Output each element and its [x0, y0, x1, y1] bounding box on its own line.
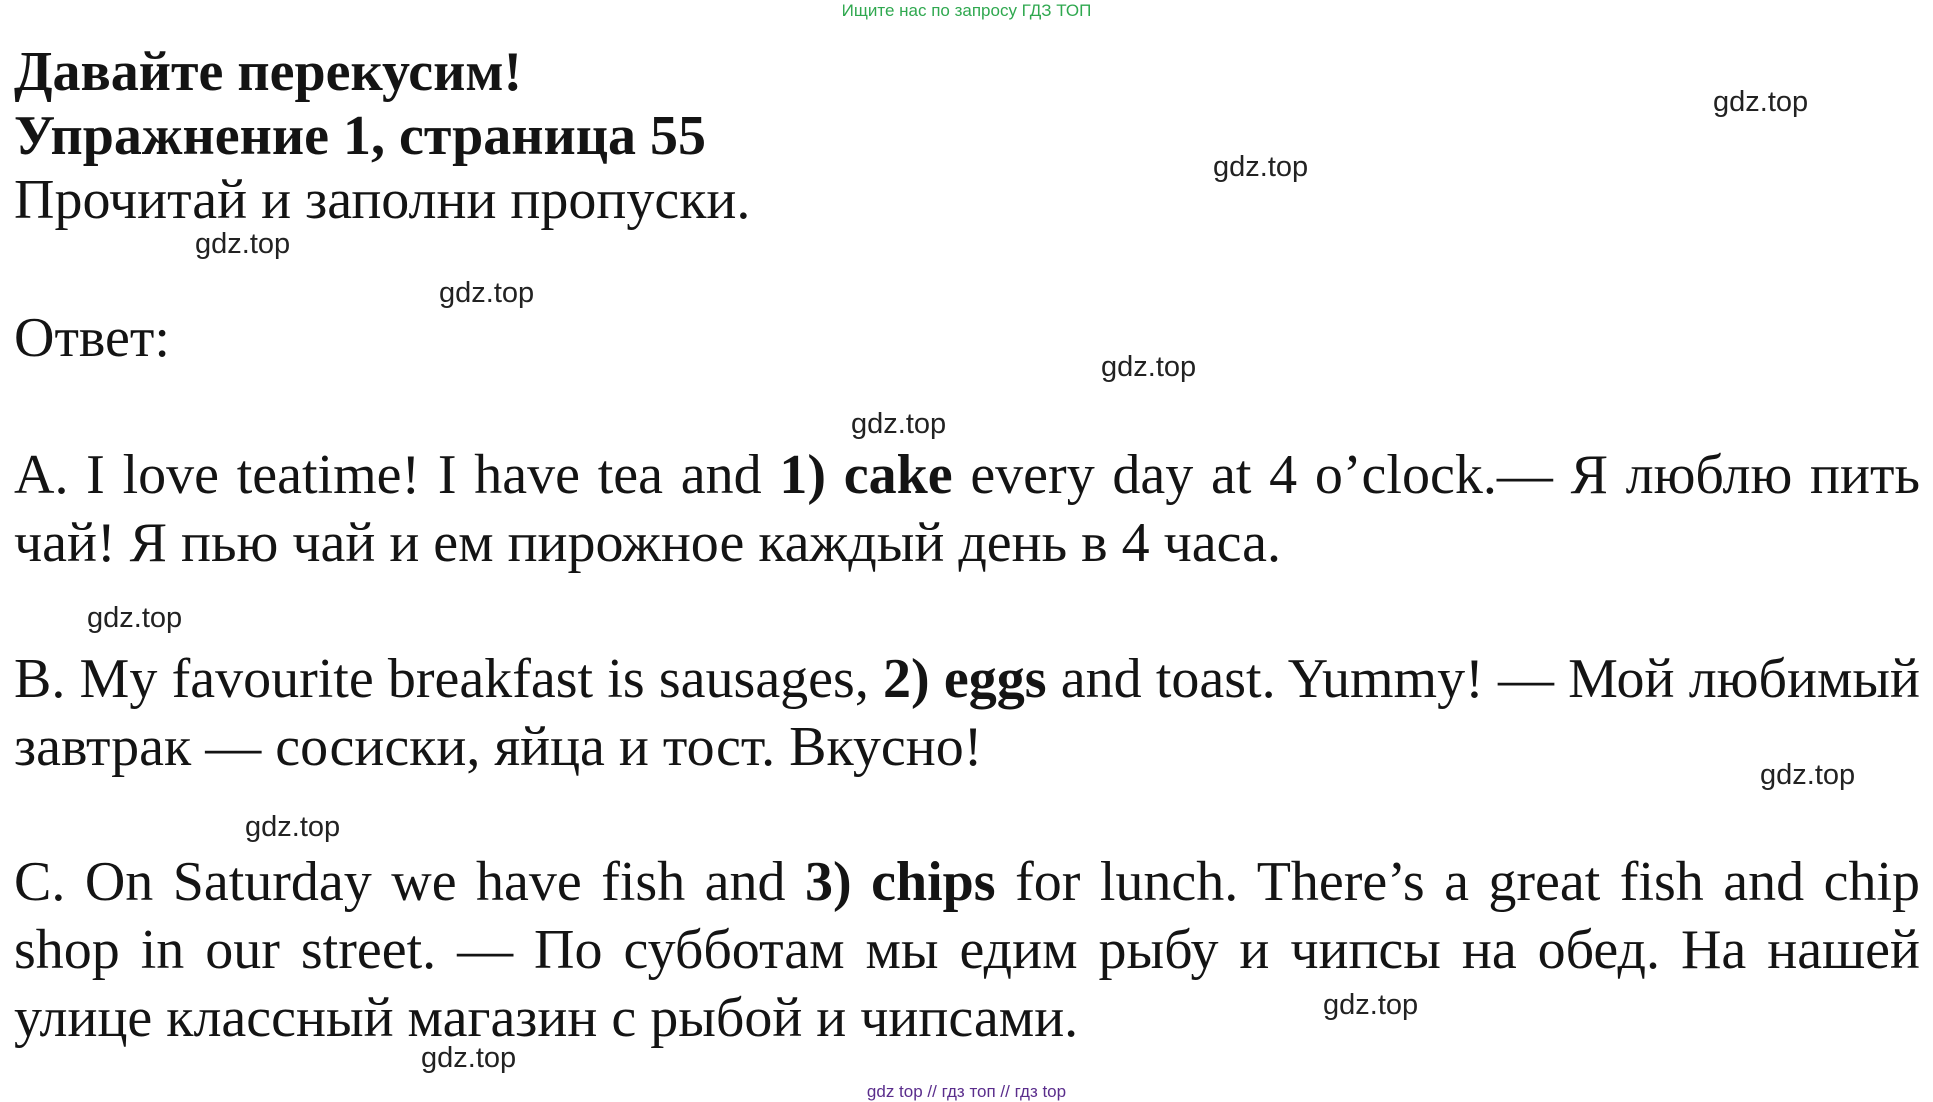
watermark: gdz.top	[1323, 989, 1419, 1021]
paragraph-text: for lunch. There’s a great fish and chip shop in our street. — По субботам мы едим рыбу и чипсы на обед. На нашей улице классный магазин с рыбой и чипсами.	[14, 851, 1920, 1049]
footer-links: gdz top // гдз топ // гдз top	[866, 1082, 1067, 1101]
paragraph-text: every day at 4 o’clock.— Я люблю пить чай! Я пью чай и ем пирожное каждый день в 4 часа.	[14, 444, 1920, 574]
watermark: gdz.top	[87, 602, 183, 634]
answer-word: 3) chips	[804, 851, 996, 913]
answer-paragraph-a	[14, 441, 1920, 577]
watermark: gdz.top	[195, 228, 291, 260]
paragraph-text: A. I love teatime! I have tea and	[14, 444, 780, 506]
watermark: gdz.top	[1213, 151, 1309, 183]
exercise-heading: Упражнение 1, страница 55	[14, 105, 707, 167]
answer-word: 1) cake	[779, 444, 953, 506]
answer-word: 2) eggs	[883, 648, 1047, 710]
watermark: gdz.top	[421, 1042, 517, 1074]
watermark: gdz.top	[1760, 759, 1856, 791]
watermark: gdz.top	[439, 277, 535, 309]
answer-paragraph-b	[14, 645, 1920, 781]
task-instruction: Прочитай и заполни пропуски.	[14, 169, 751, 231]
watermark: gdz.top	[245, 811, 341, 843]
top-banner: Ищите нас по запросу ГДЗ ТОП	[841, 1, 1092, 20]
answer-label: Ответ:	[14, 307, 170, 369]
answer-paragraph-c	[14, 848, 1920, 1052]
watermark: gdz.top	[1101, 351, 1197, 383]
watermark: gdz.top	[851, 408, 947, 440]
paragraph-text: and toast. Yummy! — Мой любимый завтрак — сосиски, яйца и тост. Вкусно!	[14, 648, 1921, 778]
watermark: gdz.top	[1713, 86, 1809, 118]
paragraph-text: C. On Saturday we have fish and	[14, 851, 805, 913]
paragraph-text: B. My favourite breakfast is sausages,	[14, 648, 884, 710]
page-title: Давайте перекусим!	[14, 41, 523, 103]
